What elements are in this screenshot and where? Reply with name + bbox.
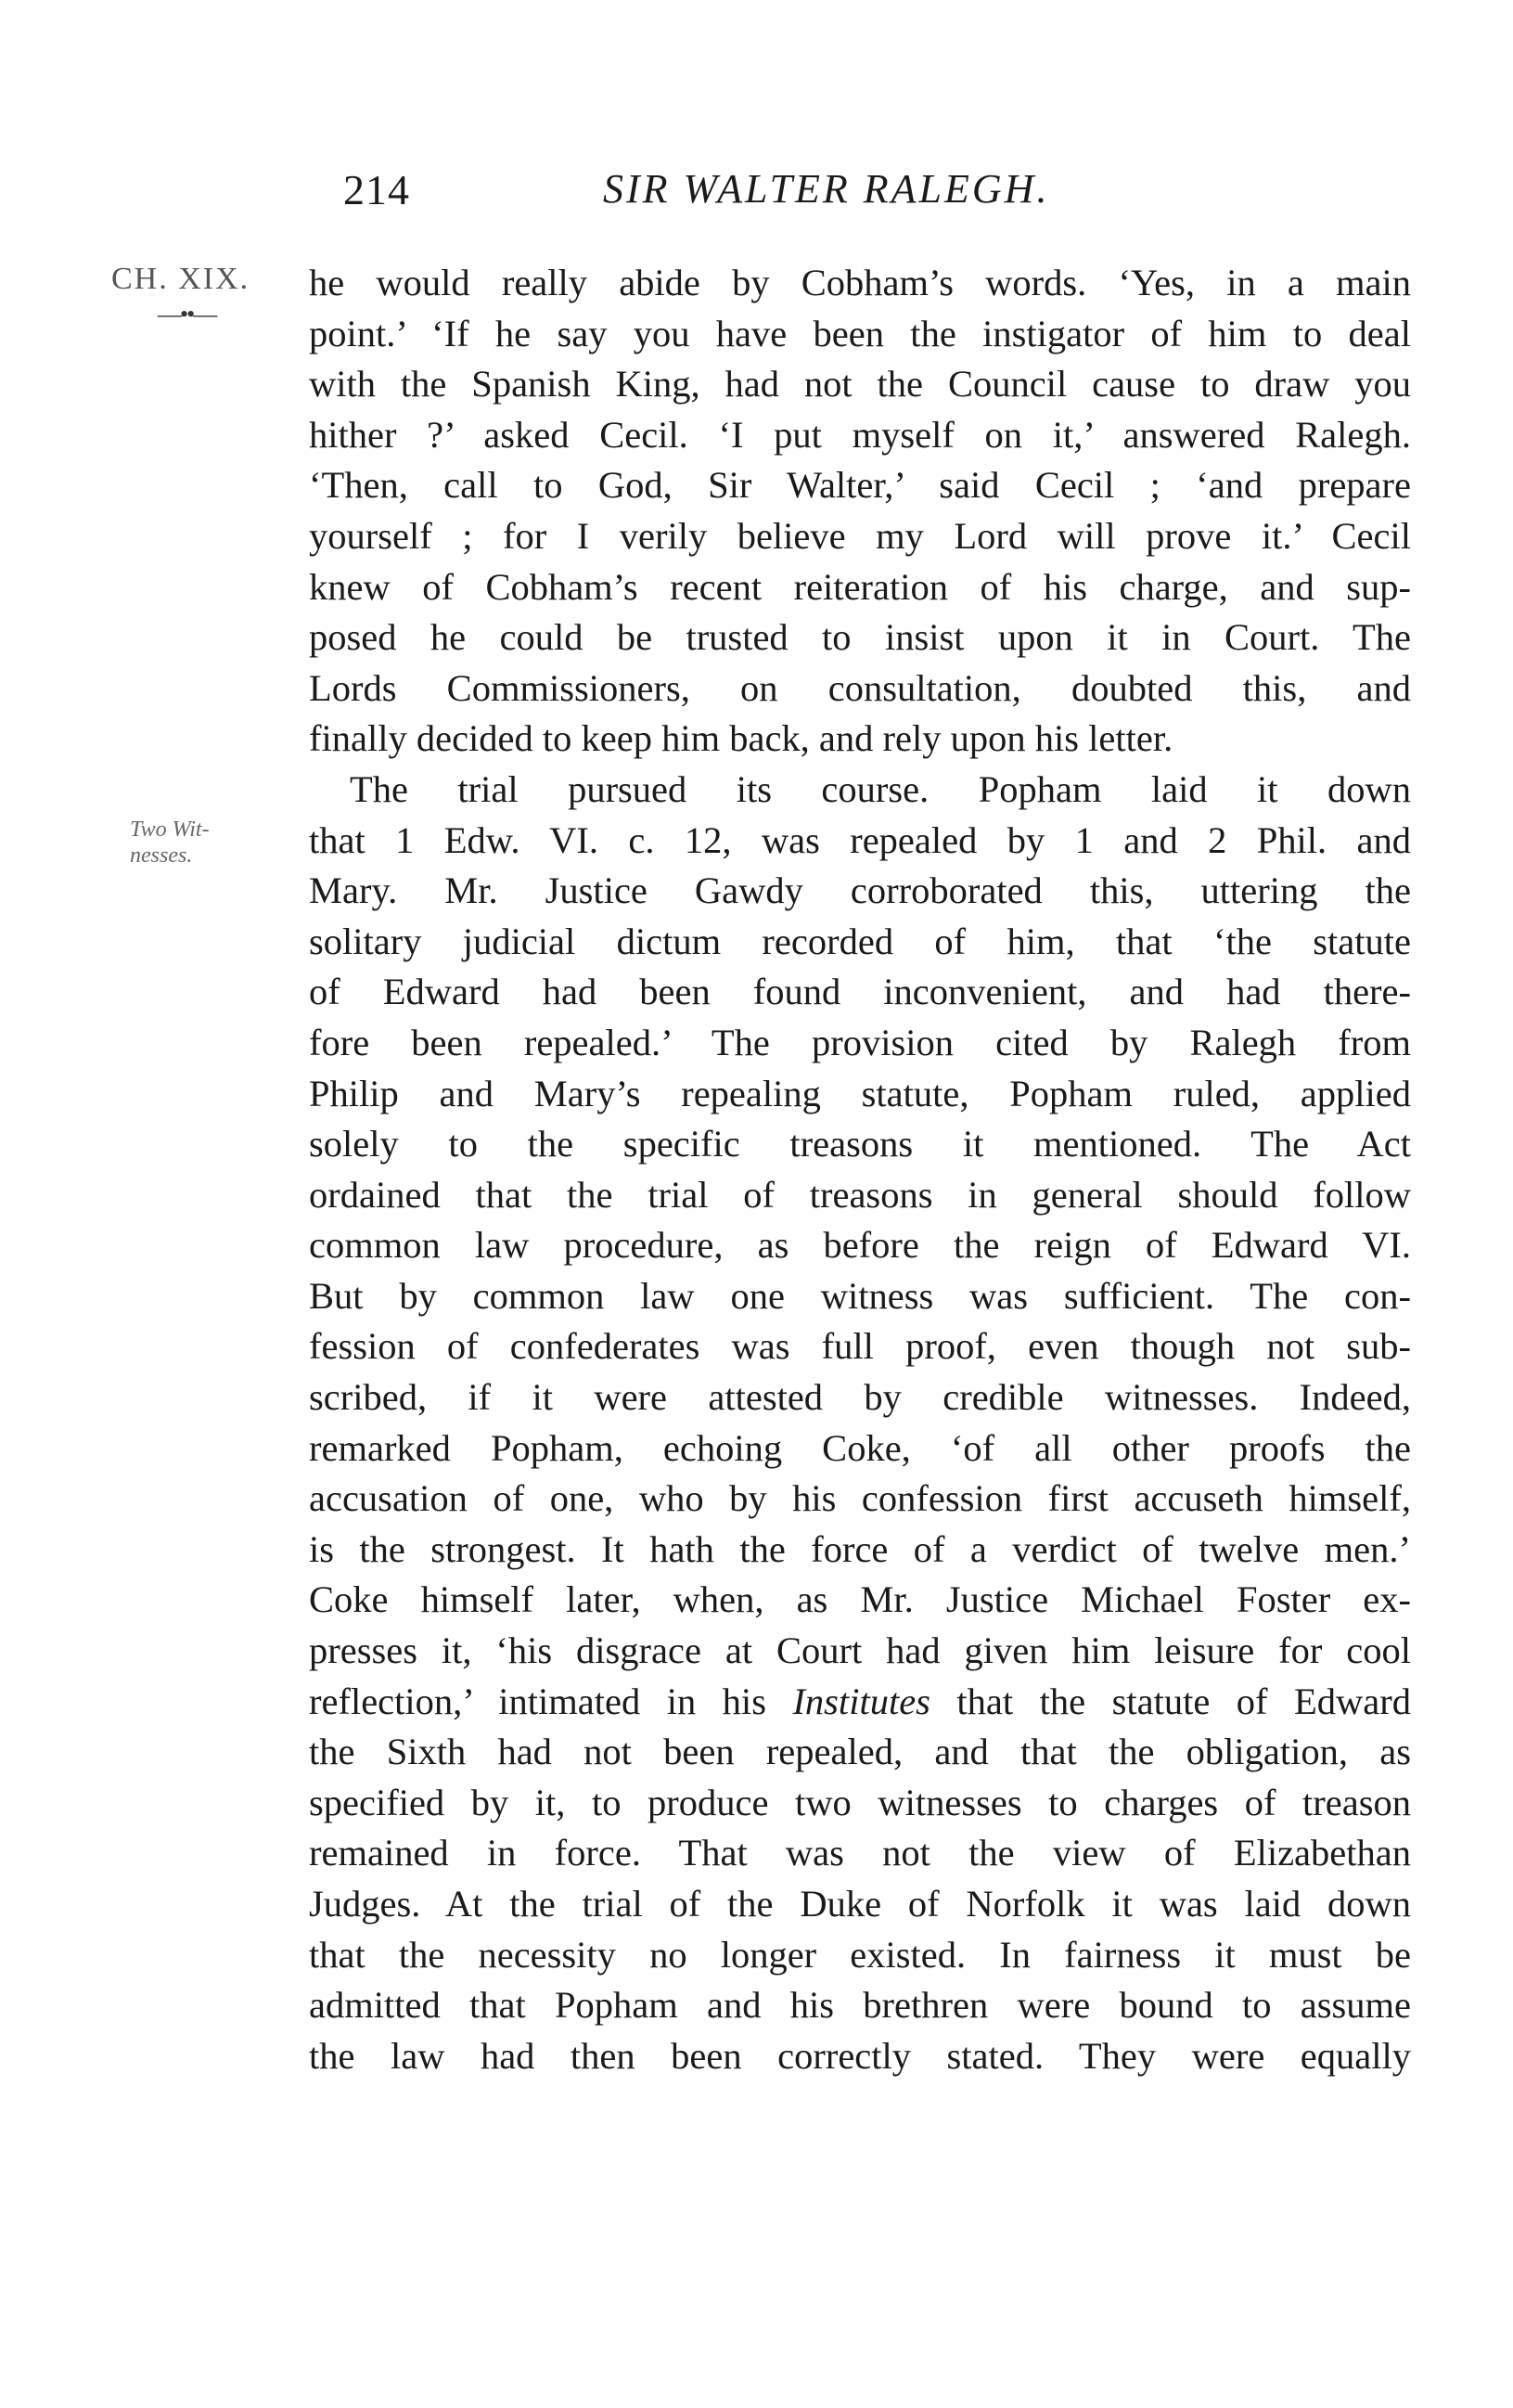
marginal-sidenote: Two Wit-nesses.: [130, 818, 210, 868]
italic-title: Institutes: [792, 1680, 930, 1722]
text-segment: reflection,’ intimated in his: [309, 1680, 793, 1722]
text-line: remained in force. That was not the view of Elizabethan: [309, 1832, 1411, 1874]
text-line: solitary judicial dictum recorded of him, that ‘the statute: [309, 920, 1411, 962]
text-line: scribed, if it were attested by credible witnesses. Indeed,: [309, 1376, 1411, 1419]
text-line: Coke himself later, when, as Mr. Justice Michael Foster ex-: [309, 1578, 1411, 1621]
chapter-label: CH. XIX.: [111, 262, 250, 296]
text-line: But by common law one witness was sufficient. The con-: [309, 1274, 1411, 1317]
text-line: that the necessity no longer existed. In fairness it must be: [309, 1933, 1411, 1976]
text-line: Mary. Mr. Justice Gawdy corroborated this, uttering the: [309, 869, 1411, 912]
text-line: Philip and Mary’s repealing statute, Popham ruled, applied: [309, 1072, 1411, 1114]
text-line: admitted that Popham and his brethren were bound to assume: [309, 1984, 1411, 2027]
text-line: remarked Popham, echoing Coke, ‘of all other proofs the: [309, 1426, 1411, 1469]
text-line: accusation of one, who by his confession first accuseth himself,: [309, 1477, 1411, 1520]
text-line: specified by it, to produce two witnesses to charges of treason: [309, 1781, 1411, 1823]
text-line: presses it, ‘his disgrace at Court had given him leisure for cool: [309, 1629, 1411, 1672]
text-line: point.’ ‘If he say you have been the instigator of him to deal: [309, 312, 1411, 354]
text-line: that 1 Edw. VI. c. 12, was repealed by 1 and 2 Phil. and: [309, 818, 1411, 861]
text-line: with the Spanish King, had not the Council cause to draw you: [309, 363, 1411, 406]
running-title: SIR WALTER RALEGH.: [603, 166, 1050, 212]
text-line: finally decided to keep him back, and rely upon his letter.: [309, 717, 1173, 760]
running-head: [343, 165, 1410, 221]
text-line: Lords Commissioners, on consultation, doubted this, and: [309, 666, 1411, 709]
text-line: is the strongest. It hath the force of a verdict of twelve men.’: [309, 1527, 1411, 1570]
text-line: he would really abide by Cobham’s words. ‘Yes, in a main: [309, 262, 1411, 303]
text-line: of Edward had been found inconvenient, and had there-: [309, 971, 1411, 1013]
text-segment: that the statute of Edward: [930, 1680, 1411, 1722]
text-line: knew of Cobham’s recent reiteration of his charge, and sup-: [309, 565, 1411, 608]
text-line: yourself ; for I verily believe my Lord will prove it.’ Cecil: [309, 514, 1411, 557]
text-line: posed he could be trusted to insist upon it in Court. The: [309, 616, 1411, 659]
page-number: 214: [343, 166, 410, 213]
text-line: ‘Then, call to God, Sir Walter,’ said Cecil ; ‘and prepare: [309, 464, 1411, 507]
text-line: ordained that the trial of treasons in general should follow: [309, 1173, 1411, 1216]
text-line: Judges. At the trial of the Duke of Norfolk it was laid down: [309, 1883, 1411, 1925]
text-line: fore been repealed.’ The provision cited by Ralegh from: [309, 1021, 1411, 1063]
text-line: common law procedure, as before the reign of Edward VI.: [309, 1224, 1411, 1267]
text-line: fession of confederates was full proof, even though not sub-: [309, 1325, 1411, 1368]
chapter-ornament: —••—: [158, 301, 216, 328]
body-text: [309, 258, 1411, 2081]
text-line: the Sixth had not been repealed, and that the obligation, as: [309, 1731, 1411, 1773]
text-line-with-italic: [309, 1677, 1411, 1728]
text-line: solely to the specific treasons it mentioned. The Act: [309, 1123, 1411, 1165]
text-line: The trial pursued its course. Popham laid it down: [350, 767, 1411, 810]
text-line: hither ?’ asked Cecil. ‘I put myself on it,’ answered Ralegh.: [309, 413, 1411, 456]
text-line: the law had then been correctly stated. They were equally: [309, 2034, 1411, 2077]
